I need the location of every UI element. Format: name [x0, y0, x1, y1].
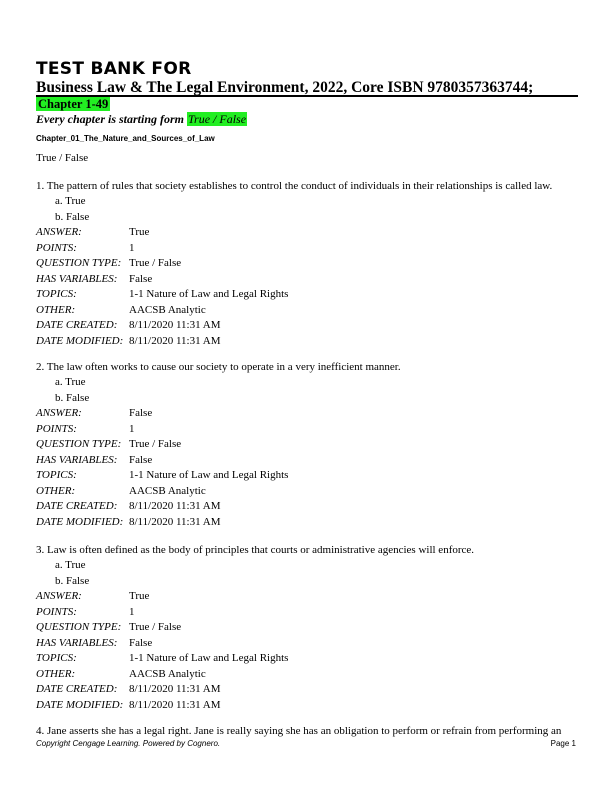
answer-value: True [129, 226, 150, 238]
topics-label: TOPICS: [36, 288, 77, 300]
meta-points [36, 423, 592, 439]
choice-false: b. False [55, 574, 90, 587]
date-created-value: 8/11/2020 11:31 AM [129, 683, 221, 695]
question-block [36, 725, 592, 740]
chapter-heading: Chapter_01_The_Nature_and_Sources_of_Law [36, 134, 215, 143]
meta-topics [36, 652, 592, 668]
question-text: 2. The law often works to cause our society to operate in a very inefficient manner. [36, 361, 401, 373]
meta-question-type [36, 257, 592, 273]
points-value: 1 [129, 605, 135, 618]
date-modified-label: DATE MODIFIED: [36, 698, 124, 711]
meta-answer [36, 590, 592, 606]
choice-true: a. True [55, 376, 86, 388]
choice-false: b. False [55, 391, 90, 404]
meta-has-variables [36, 273, 592, 289]
meta-date-modified [36, 699, 592, 715]
meta-points [36, 606, 592, 622]
question-type-label: QUESTION TYPE: [36, 621, 122, 633]
footer-page-number: Page 1 [550, 739, 576, 748]
answer-label: ANSWER: [36, 226, 82, 238]
title-divider [36, 95, 578, 97]
other-label: OTHER: [36, 303, 76, 316]
date-created-label: DATE CREATED: [36, 500, 118, 512]
date-modified-label: DATE MODIFIED: [36, 334, 124, 347]
date-created-value: 8/11/2020 11:31 AM [129, 319, 221, 331]
has-variables-label: HAS VARIABLES: [36, 453, 118, 466]
question-type-value: True / False [129, 621, 182, 633]
meta-date-created [36, 500, 592, 516]
topics-label: TOPICS: [36, 652, 77, 664]
date-modified-value: 8/11/2020 11:31 AM [129, 515, 221, 528]
meta-topics [36, 469, 592, 485]
meta-other [36, 668, 592, 684]
format-note-text: Every chapter is starting form [36, 112, 185, 126]
meta-date-created [36, 683, 592, 699]
question-text: 1. The pattern of rules that society establishes to control the conduct of individuals in their relationships is called law. [36, 180, 553, 192]
meta-other [36, 304, 592, 320]
points-label: POINTS: [36, 422, 77, 435]
answer-value: True [129, 590, 150, 602]
other-value: AACSB Analytic [129, 303, 206, 316]
question-block [36, 544, 592, 714]
question-block [36, 180, 592, 350]
date-created-label: DATE CREATED: [36, 319, 118, 331]
has-variables-label: HAS VARIABLES: [36, 272, 118, 285]
footer-copyright: Copyright Cengage Learning. Powered by Cognero. [36, 739, 221, 748]
date-created-label: DATE CREATED: [36, 683, 118, 695]
meta-has-variables [36, 637, 592, 653]
meta-points [36, 242, 592, 258]
meta-topics [36, 288, 592, 304]
has-variables-label: HAS VARIABLES: [36, 636, 118, 649]
points-value: 1 [129, 241, 135, 254]
question-type-value: True / False [129, 257, 182, 269]
has-variables-value: False [129, 636, 153, 649]
date-modified-value: 8/11/2020 11:31 AM [129, 334, 221, 347]
meta-answer [36, 226, 592, 242]
has-variables-value: False [129, 453, 153, 466]
points-label: POINTS: [36, 605, 77, 618]
question-block [36, 361, 592, 531]
meta-date-modified [36, 516, 592, 532]
topics-label: TOPICS: [36, 469, 77, 481]
topics-value: 1-1 Nature of Law and Legal Rights [129, 288, 289, 300]
book-subtitle: Business Law & The Legal Environment, 2022, Core ISBN 9780357363744; [36, 79, 534, 96]
meta-question-type [36, 621, 592, 637]
answer-label: ANSWER: [36, 590, 82, 602]
other-value: AACSB Analytic [129, 667, 206, 680]
topics-value: 1-1 Nature of Law and Legal Rights [129, 469, 289, 481]
answer-value: False [129, 407, 153, 419]
meta-has-variables [36, 454, 592, 470]
meta-answer [36, 407, 592, 423]
format-note-highlight: True / False [188, 112, 247, 126]
points-label: POINTS: [36, 241, 77, 254]
section-type-heading: True / False [36, 152, 89, 164]
question-type-label: QUESTION TYPE: [36, 257, 122, 269]
points-value: 1 [129, 422, 135, 435]
question-text: 3. Law is often defined as the body of principles that courts or administrative agencies will enforce. [36, 544, 475, 556]
format-note [36, 112, 247, 126]
choice-true: a. True [55, 559, 86, 571]
date-modified-value: 8/11/2020 11:31 AM [129, 698, 221, 711]
choice-true: a. True [55, 195, 86, 207]
meta-date-modified [36, 335, 592, 351]
question-type-value: True / False [129, 438, 182, 450]
question-text: 4. Jane asserts she has a legal right. Jane is really saying she has an obligation to perform or refrain from performing an [36, 725, 562, 737]
topics-value: 1-1 Nature of Law and Legal Rights [129, 652, 289, 664]
other-label: OTHER: [36, 484, 76, 497]
answer-label: ANSWER: [36, 407, 82, 419]
has-variables-value: False [129, 272, 153, 285]
question-type-label: QUESTION TYPE: [36, 438, 122, 450]
chapter-range-badge: Chapter 1-49 [38, 97, 109, 111]
choice-false: b. False [55, 210, 90, 223]
meta-question-type [36, 438, 592, 454]
other-value: AACSB Analytic [129, 484, 206, 497]
document-title: TEST BANK FOR [36, 59, 192, 79]
other-label: OTHER: [36, 667, 76, 680]
meta-other [36, 485, 592, 501]
meta-date-created [36, 319, 592, 335]
date-modified-label: DATE MODIFIED: [36, 515, 124, 528]
date-created-value: 8/11/2020 11:31 AM [129, 500, 221, 512]
